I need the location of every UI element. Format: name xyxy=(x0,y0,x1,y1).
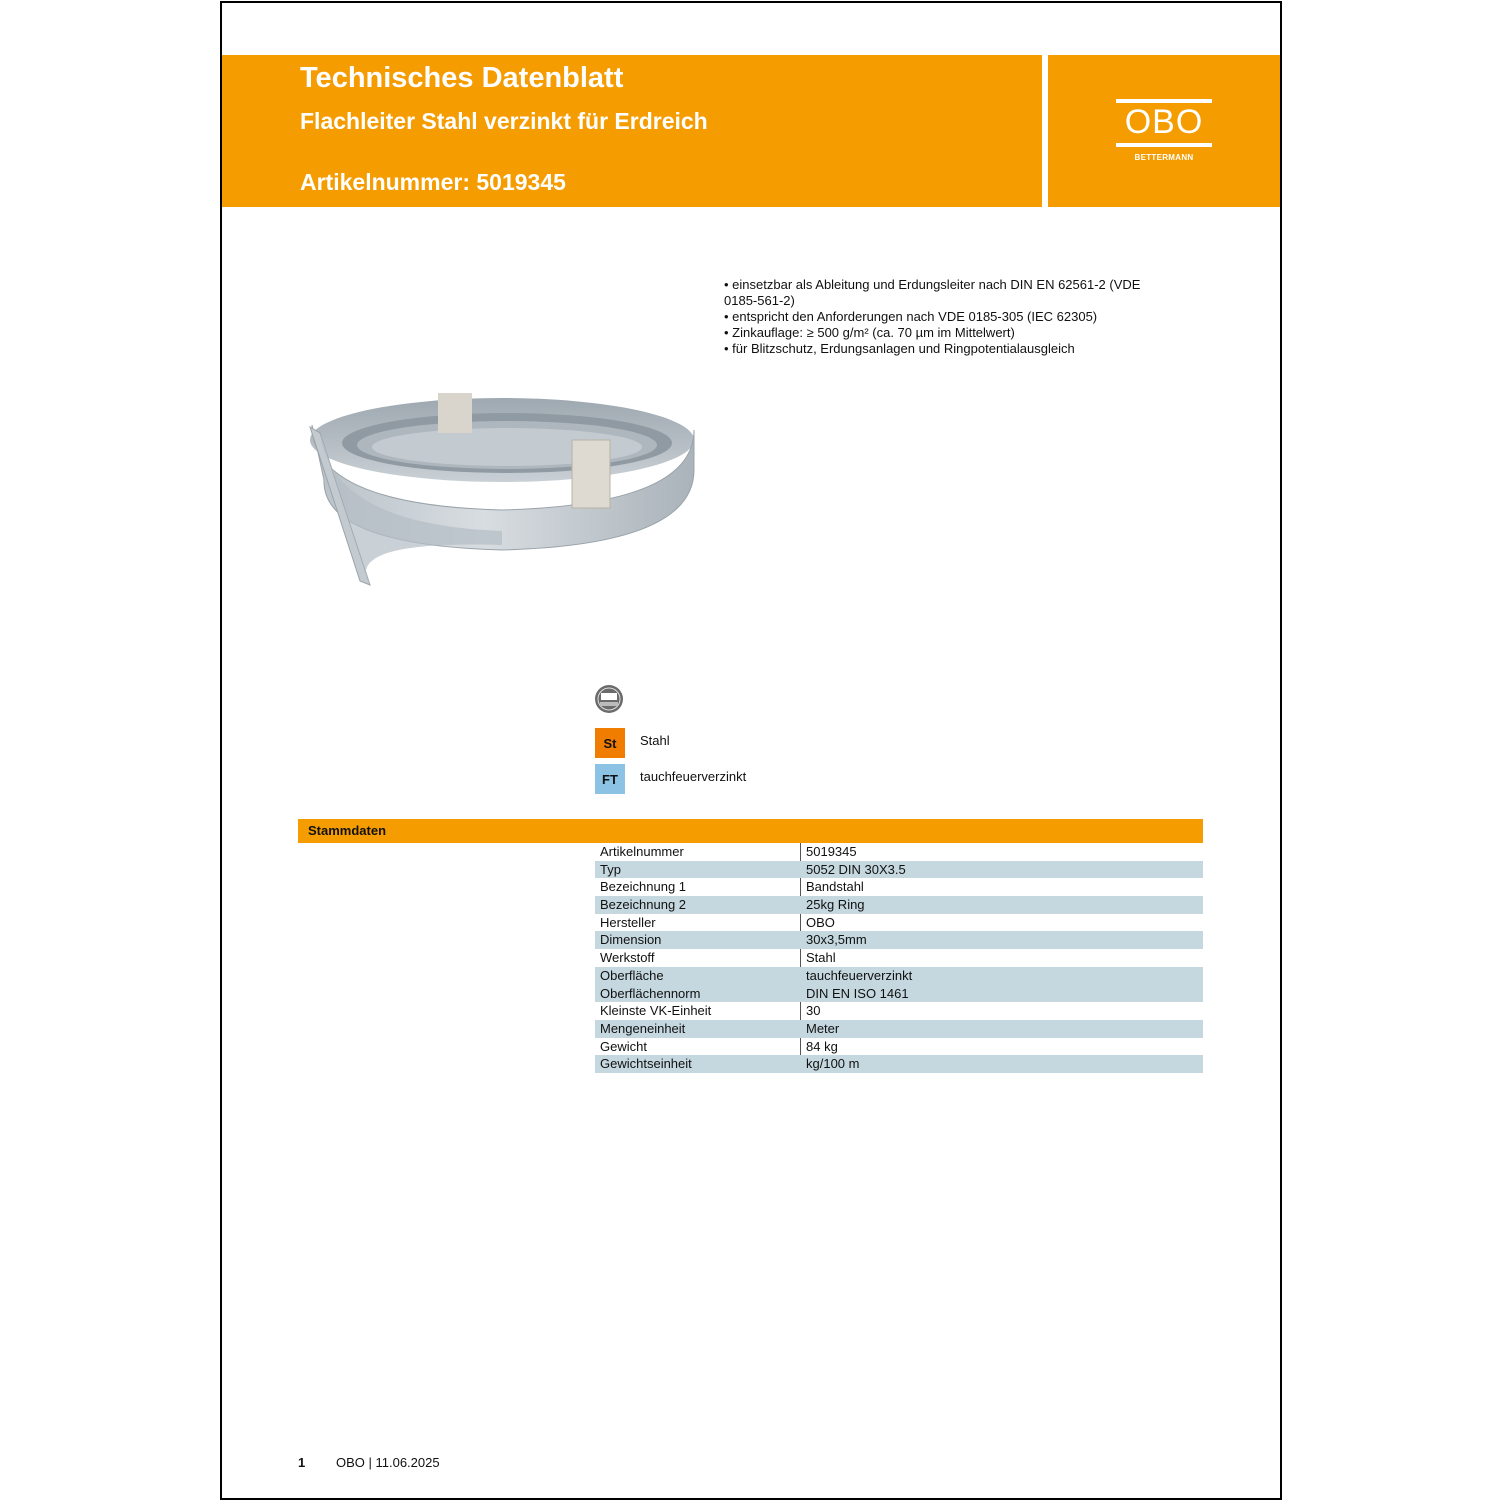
product-subtitle: Flachleiter Stahl verzinkt für Erdreich xyxy=(300,108,708,134)
table-row xyxy=(595,843,1203,861)
feature-item: • einsetzbar als Ableitung und Erdungsleiter nach DIN EN 62561-2 (VDE 0185-561-2) xyxy=(724,277,1141,308)
page-footer xyxy=(298,1455,440,1470)
row-value: 84 kg xyxy=(806,1038,838,1054)
product-image-steel-coil xyxy=(302,385,702,590)
row-value: 30 xyxy=(806,1003,821,1019)
table-row xyxy=(595,878,1203,896)
row-key: Bezeichnung 1 xyxy=(600,879,687,895)
logo-bottom-bar xyxy=(1116,143,1212,147)
row-key: Bezeichnung 2 xyxy=(600,897,687,913)
logo-word: OBO xyxy=(1124,103,1204,141)
material-code-badge: St xyxy=(595,728,625,758)
row-key: Kleinste VK-Einheit xyxy=(600,1003,712,1019)
header-divider xyxy=(1042,55,1048,207)
row-value: kg/100 m xyxy=(806,1056,860,1072)
row-key: Hersteller xyxy=(600,914,656,930)
row-value: 30x3,5mm xyxy=(806,932,867,948)
material-code-badge: FT xyxy=(595,764,625,794)
feature-list xyxy=(724,277,1174,357)
table-row xyxy=(595,985,1203,1003)
row-value: 5052 DIN 30X3.5 xyxy=(806,861,906,877)
table-row xyxy=(595,1002,1203,1020)
row-key: Artikelnummer xyxy=(600,844,684,859)
row-key: Gewicht xyxy=(600,1038,647,1054)
document-title: Technisches Datenblatt xyxy=(300,62,624,94)
datasheet-page xyxy=(220,1,1282,1500)
row-key: Gewichtseinheit xyxy=(600,1056,692,1072)
table-row xyxy=(595,1038,1203,1056)
row-key: Oberflächennorm xyxy=(600,985,701,1001)
tested-badge-icon xyxy=(594,684,624,714)
logo-subtext: BETTERMANN xyxy=(1134,153,1194,162)
row-value: Bandstahl xyxy=(806,879,864,895)
page-number: 1 xyxy=(298,1455,306,1470)
header-banner xyxy=(222,55,1280,207)
feature-item: • entspricht den Anforderungen nach VDE 0185-305 (IEC 62305) xyxy=(724,309,1098,324)
row-value: tauchfeuerverzinkt xyxy=(806,967,913,983)
feature-item: • Zinkauflage: ≥ 500 g/m² (ca. 70 µm im Mittelwert) xyxy=(724,325,1015,340)
footer-text: OBO | 11.06.2025 xyxy=(336,1455,440,1470)
table-row xyxy=(595,949,1203,967)
table-row xyxy=(595,896,1203,914)
table-row xyxy=(595,931,1203,949)
master-data-table xyxy=(595,843,1203,1073)
table-row xyxy=(595,967,1203,985)
table-row xyxy=(595,914,1203,932)
article-number-heading: Artikelnummer: 5019345 xyxy=(300,169,566,195)
row-value: DIN EN ISO 1461 xyxy=(806,985,909,1001)
table-row xyxy=(595,1055,1203,1073)
material-label: tauchfeuerverzinkt xyxy=(640,769,747,784)
obo-logo xyxy=(1116,99,1214,165)
row-value: Meter xyxy=(806,1020,840,1036)
row-key: Werkstoff xyxy=(600,950,655,966)
row-key: Oberfläche xyxy=(600,967,664,983)
row-key: Mengeneinheit xyxy=(600,1020,686,1036)
row-key: Dimension xyxy=(600,932,662,948)
row-value: 5019345 xyxy=(806,844,857,859)
row-value: 25kg Ring xyxy=(806,897,865,913)
row-value: Stahl xyxy=(806,950,836,966)
feature-item: • für Blitzschutz, Erdungsanlagen und Ringpotentialausgleich xyxy=(724,341,1075,356)
row-value: OBO xyxy=(806,914,835,930)
section-header-stammdaten xyxy=(298,819,1203,843)
table-row xyxy=(595,1020,1203,1038)
row-key: Typ xyxy=(600,861,621,877)
material-label: Stahl xyxy=(640,733,670,748)
table-row xyxy=(595,861,1203,879)
section-title: Stammdaten xyxy=(308,823,387,838)
